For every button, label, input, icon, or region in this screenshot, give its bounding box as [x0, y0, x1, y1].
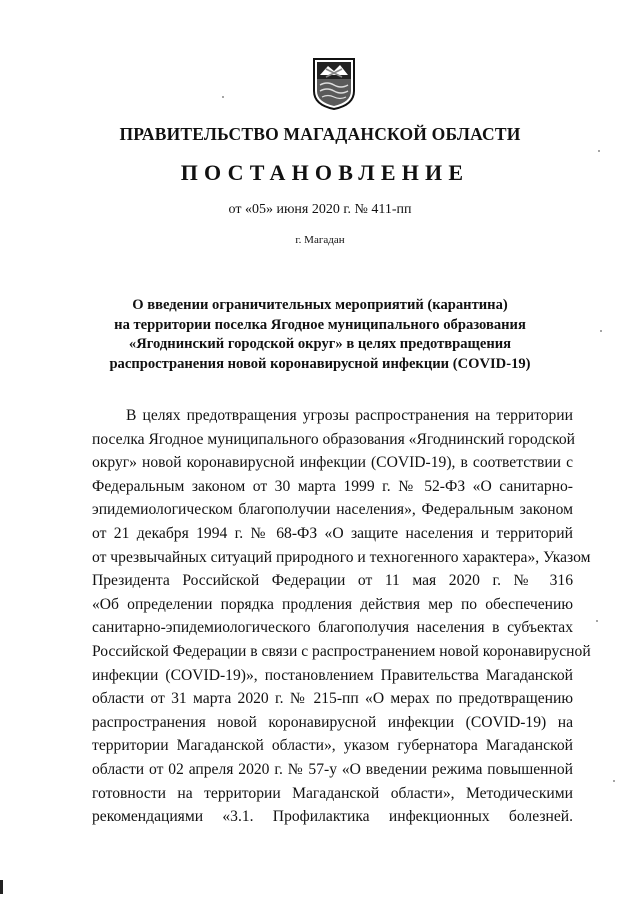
coat-of-arms-emblem	[312, 57, 356, 111]
body-line: области от 02 апреля 2020 г. № 57-у «О введении режима повышенной	[92, 760, 573, 778]
document-city: г. Магадан	[295, 234, 345, 246]
scan-speck	[222, 96, 224, 98]
body-line: от чрезвычайных ситуаций природного и техногенного характера», Указом	[92, 548, 591, 566]
document-type-title: ПОСТАНОВЛЕНИЕ	[180, 160, 470, 185]
body-line: рекомендациями «3.1. Профилактика инфекционных болезней.	[92, 808, 573, 826]
body-line: готовности на территории Магаданской области», Методическими	[92, 784, 573, 802]
body-line: В целях предотвращения угрозы распространения на территории	[126, 407, 573, 424]
scan-speck	[598, 150, 600, 152]
body-line: территории Магаданской области», указом губернатора Магаданской	[92, 737, 573, 755]
scan-mark	[0, 880, 3, 894]
scan-speck	[613, 780, 615, 782]
body-line: распространения новой коронавирусной инфекции (COVID-19) на	[92, 713, 573, 731]
scan-speck	[600, 330, 602, 332]
body-line: Президента Российской Федерации от 11 мая 2020 г. № 316	[92, 572, 573, 590]
body-line: поселка Ягодное муниципального образования «Ягоднинский городской	[92, 430, 576, 448]
body-line: Федеральным законом от 30 марта 1999 г. № 52-ФЗ «О санитарно-	[92, 477, 573, 495]
subject-line: распространения новой коронавирусной инфекции (COVID-19)	[109, 355, 531, 372]
subject-line: на территории поселка Ягодное муниципального образования	[114, 316, 526, 333]
document-date-number: от «05» июня 2020 г. № 411-пп	[228, 202, 412, 217]
document-subject	[0, 296, 640, 374]
body-line: от 21 декабря 1994 г. № 68-ФЗ «О защите населения и территорий	[92, 524, 573, 542]
body-line: инфекции (COVID-19)», постановлением Правительства Магаданской	[92, 666, 573, 684]
body-line: области от 31 марта 2020 г. № 215-пп «О мерах по предотвращению	[92, 690, 573, 708]
subject-line: О введении ограничительных мероприятий (карантина)	[132, 297, 508, 313]
document-body	[92, 404, 591, 829]
body-line: эпидемиологическом благополучии населения», Федеральным законом	[92, 501, 573, 519]
body-line: санитарно-эпидемиологического благополучия населения в субъектах	[92, 619, 573, 637]
government-name: ПРАВИТЕЛЬСТВО МАГАДАНСКОЙ ОБЛАСТИ	[119, 124, 521, 144]
subject-line: «Ягоднинский городской округ» в целях предотвращения	[128, 336, 512, 352]
body-line: «Об определении порядка продления действия мер по обеспечению	[92, 595, 573, 613]
body-line: Российской Федерации в связи с распространением новой коронавирусной	[92, 642, 591, 660]
scan-speck	[596, 620, 598, 622]
body-line: округ» новой коронавирусной инфекции (COVID-19), в соответствии с	[92, 454, 573, 472]
